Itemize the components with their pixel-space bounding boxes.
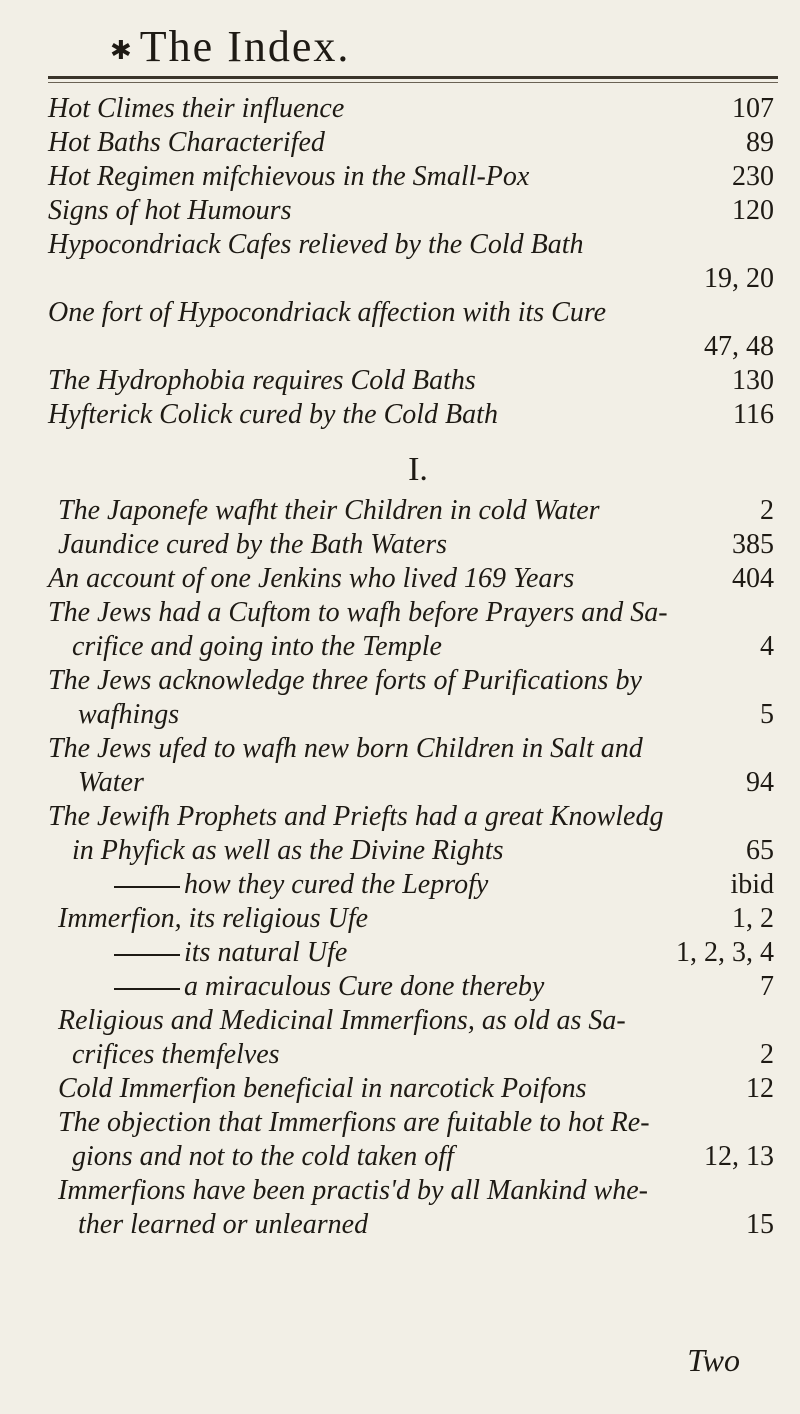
index-entry — [48, 158, 788, 196]
entry-page-number: 107 — [732, 93, 774, 124]
entry-text — [78, 696, 179, 734]
index-entry — [48, 560, 788, 598]
entry-text-value: Hot Climes their influence — [48, 93, 345, 124]
index-entry — [48, 492, 788, 530]
entry-page-number: 116 — [733, 399, 774, 430]
entry-text — [48, 124, 325, 162]
entry-text — [48, 294, 606, 332]
entry-text — [72, 832, 504, 870]
entry-page-number: 230 — [732, 161, 774, 192]
index-entry — [48, 260, 788, 298]
entry-text-value: Cold Immerfion beneficial in narcotick Poifons — [58, 1073, 587, 1104]
index-entry — [48, 294, 788, 332]
entry-text-value: The objection that Immerfions are fuitable to hot Re- — [58, 1107, 650, 1138]
entry-text — [48, 90, 344, 128]
entry-text-value: its natural Ufe — [184, 937, 348, 968]
asterisk-ornament-icon: ✱ — [110, 35, 134, 65]
running-head — [110, 18, 670, 76]
running-head-text: The Index. — [139, 22, 351, 71]
index-entry — [48, 124, 788, 162]
entry-text-value: Water — [78, 767, 144, 798]
entry-text — [58, 1070, 587, 1108]
index-entry — [48, 1138, 788, 1176]
entry-text-value: The Jews had a Cuftom to wafh before Prayers and Sa- — [48, 597, 668, 628]
entry-page-number: 89 — [746, 127, 774, 158]
index-entry — [48, 1104, 788, 1142]
index-entry — [48, 192, 788, 230]
entry-text-value: in Phyfick as well as the Divine Rights — [72, 835, 504, 866]
entry-text-value: The Japonefe wafht their Children in cold Water — [58, 495, 600, 526]
index-entry — [48, 1206, 788, 1244]
ditto-dash — [114, 886, 180, 888]
entry-text-value: The Jewifh Prophets and Priefts had a great Knowledg — [48, 801, 664, 832]
entry-text-value: ther learned or unlearned — [78, 1209, 369, 1240]
entry-text — [114, 968, 544, 1006]
entry-text — [58, 492, 600, 530]
entry-text-value: Hot Baths Characterifed — [48, 127, 325, 158]
index-entry — [48, 968, 788, 1006]
entry-text-value: Immerfions have been practis'd by all Mankind whe- — [58, 1175, 648, 1206]
entry-text-value: Hot Regimen mifchievous in the Small-Pox — [48, 161, 530, 192]
entry-text — [58, 1172, 648, 1210]
entry-page-number: 15 — [746, 1209, 774, 1240]
entry-text — [48, 226, 584, 264]
index-entry — [48, 594, 788, 632]
index-entry — [48, 900, 788, 938]
index-entry — [48, 90, 788, 128]
entry-page-number: 12 — [746, 1073, 774, 1104]
ditto-dash — [114, 988, 180, 990]
entry-text — [48, 192, 291, 230]
entry-text — [58, 900, 368, 938]
entry-text — [78, 764, 144, 802]
entry-text-value: An account of one Jenkins who lived 169 Years — [48, 563, 575, 594]
entry-text — [78, 1206, 368, 1244]
index-entry — [48, 226, 788, 264]
entry-text-value: Jaundice cured by the Bath Waters — [58, 529, 448, 560]
entry-page-number: 120 — [732, 195, 774, 226]
index-entry — [48, 730, 788, 768]
index-entry — [48, 526, 788, 564]
entry-page-number: 12, 13 — [704, 1141, 774, 1172]
entry-text — [58, 526, 447, 564]
index-entry — [48, 866, 788, 904]
entry-text — [48, 662, 642, 700]
entry-text-value: crifices themfelves — [72, 1039, 280, 1070]
header-rule — [48, 76, 778, 79]
entry-page-number: 404 — [732, 563, 774, 594]
entry-page-number: 94 — [746, 767, 774, 798]
entry-page-number: 65 — [746, 835, 774, 866]
index-entry — [48, 1002, 788, 1040]
entry-page-number: 385 — [732, 529, 774, 560]
entry-text — [58, 1104, 650, 1142]
entry-text — [48, 158, 529, 196]
entry-text-value: gions and not to the cold taken off — [72, 1141, 454, 1172]
entry-page-number: 130 — [732, 365, 774, 396]
entry-text — [48, 730, 643, 768]
entry-text-value: The Hydrophobia requires Cold Baths — [48, 365, 476, 396]
ditto-dash — [114, 954, 180, 956]
entry-page-number: 47, 48 — [704, 331, 774, 362]
header-rule-thin — [48, 82, 778, 83]
entry-text-value: Religious and Medicinal Immerfions, as old as Sa- — [58, 1005, 626, 1036]
entry-page-number: 7 — [760, 971, 774, 1002]
entry-text — [48, 362, 476, 400]
index-entry — [48, 362, 788, 400]
letter-heading: I. — [408, 451, 428, 488]
entry-text — [72, 628, 442, 666]
index-entry — [48, 798, 788, 836]
entry-text-value: Signs of hot Humours — [48, 195, 292, 226]
entry-page-number: 1, 2 — [732, 903, 774, 934]
entry-text-value: Hypocondriack Cafes relieved by the Cold Bath — [48, 229, 584, 260]
index-entry — [48, 832, 788, 870]
entry-page-number: 5 — [760, 699, 774, 730]
entry-text-value: how they cured the Leprofy — [184, 869, 489, 900]
entry-text — [58, 1002, 626, 1040]
index-entry — [48, 934, 788, 972]
index-entry — [48, 1036, 788, 1074]
entry-text — [48, 560, 574, 598]
index-entry — [48, 628, 788, 666]
entry-text — [48, 594, 668, 632]
entry-text-value: Immerfion, its religious Ufe — [58, 903, 369, 934]
index-entry — [48, 1172, 788, 1210]
index-entry — [48, 328, 788, 366]
entry-text-value: a miraculous Cure done thereby — [184, 971, 545, 1002]
entry-text — [114, 866, 488, 904]
entry-text-value: One fort of Hypocondriack affection with its Cure — [48, 297, 607, 328]
entry-text — [48, 396, 498, 434]
index-entry — [48, 764, 788, 802]
entry-text-value: The Jews acknowledge three forts of Purifications by — [48, 665, 642, 696]
index-entry — [48, 396, 788, 434]
entry-text-value: wafhings — [78, 699, 180, 730]
entry-page-number: 2 — [760, 495, 774, 526]
index-entry — [48, 662, 788, 700]
entry-text-value: crifice and going into the Temple — [72, 631, 442, 662]
entry-page-number: 19, 20 — [704, 263, 774, 294]
entry-text — [114, 934, 347, 972]
index-entry — [48, 696, 788, 734]
index-entry — [48, 1070, 788, 1108]
catchword: Two — [687, 1342, 740, 1378]
entry-text — [72, 1036, 280, 1074]
entry-page-number: 4 — [760, 631, 774, 662]
entry-text — [72, 1138, 454, 1176]
entry-text-value: Hyfterick Colick cured by the Cold Bath — [48, 399, 498, 430]
entry-page-number: 1, 2, 3, 4 — [676, 937, 774, 968]
entry-text — [48, 798, 663, 836]
entry-text-value: The Jews ufed to wafh new born Children in Salt and — [48, 733, 643, 764]
entry-page-number: ibid — [730, 869, 774, 900]
entry-page-number: 2 — [760, 1039, 774, 1070]
